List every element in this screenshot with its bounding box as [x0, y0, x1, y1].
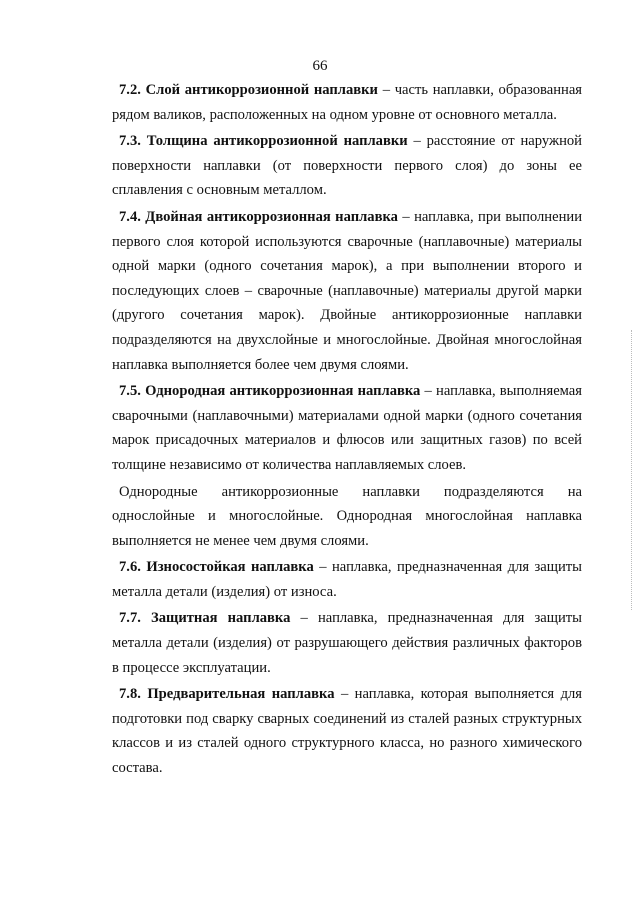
paragraph-homogeneous-subtypes — [112, 480, 582, 554]
definition-7-6 — [112, 555, 582, 604]
definition-7-2 — [112, 78, 582, 127]
definition-text-7-2: – часть наплавки, образованная рядом валиков, расположенных на одном уровне от основного металла. — [112, 82, 583, 123]
scan-edge-marks — [631, 330, 634, 610]
definition-text-7-8: – наплавка, которая выполняется для подготовки под сварку сварных соединений из сталей разных структурных классов и из сталей одного структурного класса, но разного химического состава. — [112, 686, 582, 777]
term-7-2: 7.2. Слой антикоррозионной наплавки — [119, 82, 378, 98]
definition-text-7-4: – наплавка, при выполнении первого слоя которой используются сварочные (наплавочные) материалы одной марки (одного сочетания марок), а при выполнении второго и последующих слоев – сварочные (наплавочные) материалы другой марки (другого сочетания марок). Двойные антикоррозионные наплавки подразделяются на двухслойные и многослойные. Двойная многослойная наплавка выполняется более чем двумя слоями. — [112, 208, 583, 373]
document-body — [112, 78, 582, 783]
term-7-8: 7.8. Предварительная наплавка — [119, 686, 335, 703]
definition-text-7-5: – наплавка, выполняемая сварочными (наплавочными) материалами одной марки (одного сочетания марок присадочных материалов и флюсов или защитных газов) по всей толщине независимо от количества наплавляемых слоев. — [112, 383, 582, 473]
definition-text-7-6: – наплавка, предназначенная для защиты металла детали (изделия) от износа. — [112, 559, 582, 600]
definition-7-5 — [112, 379, 582, 477]
paragraph-text-homogeneous: Однородные антикоррозионные наплавки подразделяются на однослойные и многослойные. Однородная многослойная наплавка выполняется не менее чем двумя слоями. — [112, 483, 582, 549]
definition-text-7-3: – расстояние от наружной поверхности наплавки (от поверхности первого слоя) до зоны ее сплавления с основным металлом. — [112, 133, 582, 199]
definition-7-3 — [112, 129, 582, 203]
definition-text-7-7: – наплавка, предназначенная для защиты металла детали (изделия) от разрушающего действия различных факторов в процессе эксплуатации. — [112, 610, 582, 676]
definition-7-4 — [112, 205, 582, 377]
page-number: 66 — [312, 58, 328, 74]
definition-7-7 — [112, 606, 582, 680]
term-7-7: 7.7. Защитная наплавка — [119, 610, 291, 627]
term-7-4: 7.4. Двойная антикоррозионная наплавка — [119, 208, 398, 225]
term-7-5: 7.5. Однородная антикоррозионная наплавка — [119, 383, 421, 400]
term-7-3: 7.3. Толщина антикоррозионной наплавки — [119, 133, 408, 150]
definition-7-8 — [112, 682, 582, 780]
term-7-6: 7.6. Износостойкая наплавка — [119, 559, 314, 576]
